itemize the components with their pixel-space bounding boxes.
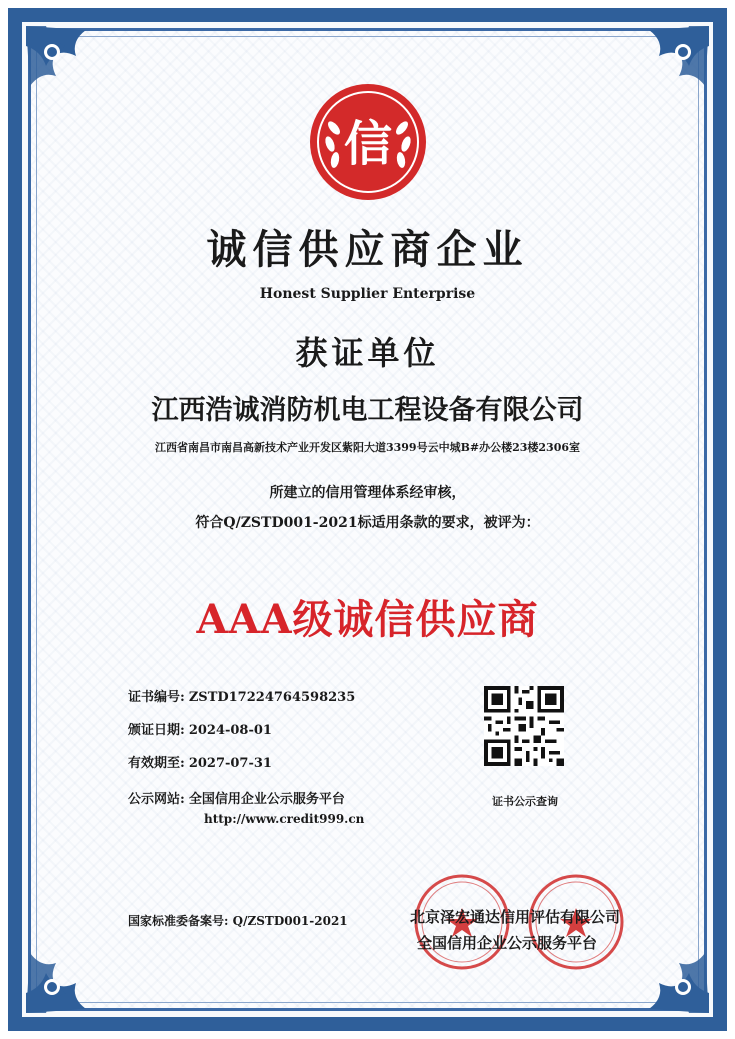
qr-code-icon[interactable] (484, 686, 564, 766)
valid-until-value: 2027-07-31 (188, 756, 272, 771)
website-label: 公示网站: (128, 792, 185, 807)
valid-until-label: 有效期至: (128, 756, 185, 771)
issue-date-value: 2024-08-01 (188, 723, 272, 738)
platform-name: 全国信用企业公示服务平台 (417, 934, 598, 952)
website-row (128, 788, 345, 807)
emblem-char: 信 (343, 116, 393, 172)
certificate-title: 诚信供应商企业 (206, 226, 529, 273)
holder-label: 获证单位 (295, 334, 440, 372)
corner-ornament-icon (16, 16, 136, 136)
valid-until-row (128, 752, 272, 771)
filing-label: 国家标准委备案号: (128, 914, 229, 928)
website-url[interactable]: http://www.credit999.cn (204, 812, 365, 826)
cert-number-row (128, 686, 355, 705)
grade-title: AAA级诚信供应商 (196, 596, 539, 643)
credit-emblem-icon (308, 82, 428, 202)
certificate-title-english: Honest Supplier Enterprise (259, 286, 476, 302)
qr-caption: 证书公示查询 (492, 795, 558, 808)
filing-number (128, 912, 348, 929)
filing-value: Q/ZSTD001-2021 (232, 914, 348, 928)
website-name: 全国信用企业公示服务平台 (188, 792, 345, 807)
description-line-2: 符合Q/ZSTD001-2021标适用条款的要求，被评为： (195, 515, 540, 531)
corner-ornament-icon (599, 16, 719, 136)
issue-date-label: 颁证日期: (128, 723, 185, 738)
cert-number-value: ZSTD17224764598235 (188, 690, 356, 705)
issuer-name: 北京泽宏通达信用评估有限公司 (410, 908, 621, 926)
company-address: 江西省南昌市南昌高新技术产业开发区紫阳大道3399号云中城B#办公楼23楼2306室 (154, 441, 581, 454)
corner-ornament-icon (16, 903, 136, 1023)
description-line-1: 所建立的信用管理体系经审核， (269, 485, 466, 501)
issue-date-row (128, 719, 272, 738)
cert-number-label: 证书编号: (128, 690, 185, 705)
company-name: 江西浩诚消防机电工程设备有限公司 (151, 395, 584, 426)
